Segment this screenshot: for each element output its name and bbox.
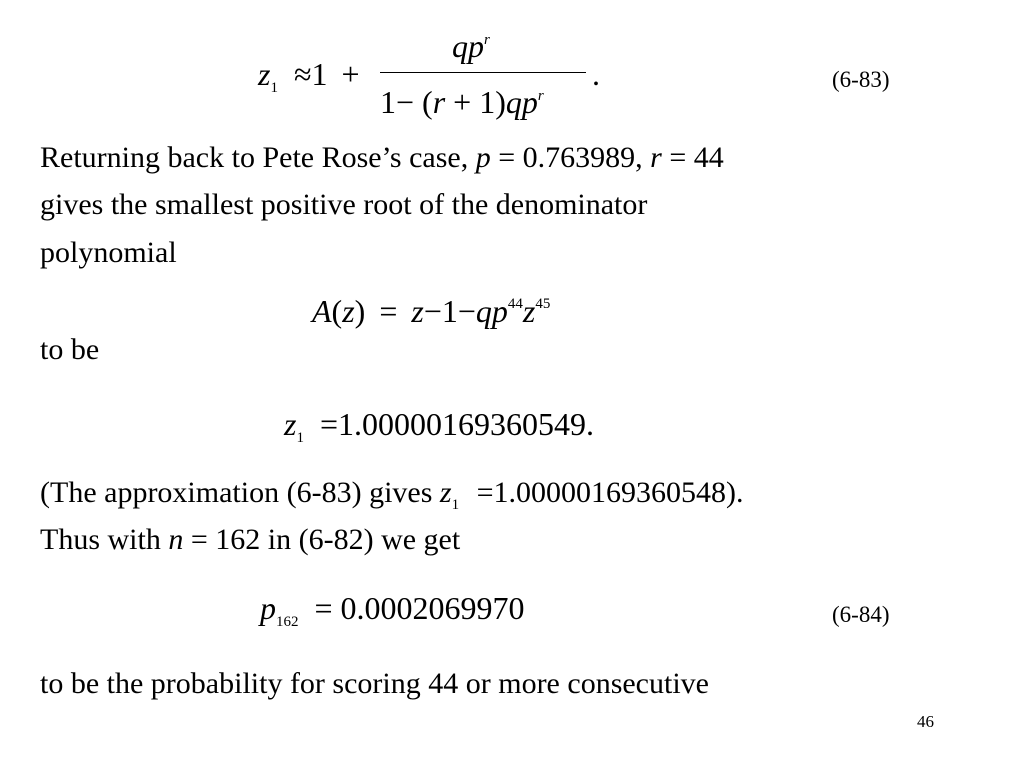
equation-tag: (6-84) bbox=[832, 602, 890, 627]
fraction-denominator: $1- (r + 1)qp^r$ bbox=[380, 84, 544, 120]
paragraph-line: polynomial bbox=[40, 236, 177, 269]
page-number: 46 bbox=[917, 712, 934, 731]
equation-root-value: $z_1 =1.00000169360549$. bbox=[284, 406, 594, 446]
paragraph-line: (The approximation (6-83) gives $z_1 =1.00000169360548$). bbox=[40, 476, 744, 513]
paragraph-line: to be the probability for scoring 44 or more consecutive bbox=[40, 667, 709, 700]
eq-variable-z: z bbox=[258, 56, 271, 92]
equation-polynomial: $A(z) = z-1-qp^{44}z^{45}$ bbox=[312, 293, 551, 329]
paragraph-line: Returning back to Pete Rose’s case, p = 0.763989, r = 44 bbox=[40, 141, 724, 174]
paragraph-line: to be bbox=[40, 333, 100, 366]
equation-tag: (6-83) bbox=[832, 67, 890, 92]
fraction bbox=[380, 30, 586, 120]
fraction-numerator: $qp^r$ bbox=[452, 28, 490, 64]
fraction-bar bbox=[380, 72, 586, 73]
paragraph-line: gives the smallest positive root of the denominator bbox=[40, 188, 648, 221]
paragraph-line: Thus with n = 162 in (6-82) we get bbox=[40, 523, 461, 556]
slide: $z_1 \approx 1$ + $qp^r$ $1- (r + 1)qp^r$ . (6-83) Returning back to Pete Rose’s case, p = 0.763989, r = 44 gives the smallest positive root of the denominator polynomial $A(z) = z-1-qp^{44}z^{45}$ to be $z_1 =1.00000169360549$. (The approximation (6-83) gives $z_1 =1.00000169360548$). Thus with n = 162 in (6-82) we get $p_{162} = 0.0002069970$ (6-84) to be the probability for scoring 44 or more consecutive 46 bbox=[40, 28, 934, 731]
